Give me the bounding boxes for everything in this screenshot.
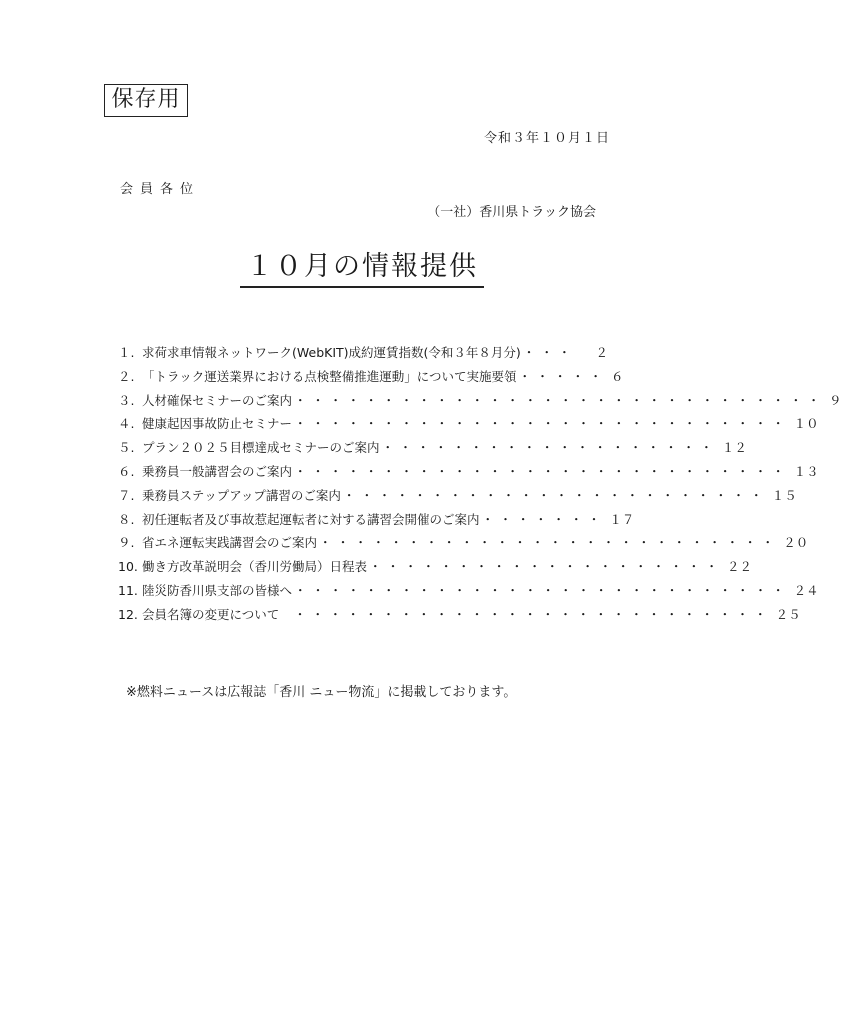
toc-item-number: ３.	[118, 392, 135, 408]
toc-item-title: 乗務員ステップアップ講習のご案内	[142, 487, 341, 503]
toc-item	[118, 414, 819, 438]
toc-item-page: ２５	[775, 606, 801, 622]
toc-item-title: 乗務員一般講習会のご案内	[142, 463, 293, 479]
toc-item-number: ７.	[118, 487, 135, 503]
toc-item-number: 10.	[118, 559, 138, 575]
toc-item-leader: ・・・・・・・・・・・・・・・・・・・・	[369, 559, 724, 575]
toc-item	[118, 391, 842, 415]
document-title: １０月の情報提供	[240, 250, 484, 288]
toc-item	[118, 367, 624, 391]
toc-item-leader: ・・・・・・・・・・・・・・・・・・・・・・・・	[342, 487, 768, 503]
toc-item-leader: ・・・・・・・・・・・・・・・・・・・・・・・・・・・・	[294, 416, 790, 432]
toc-item-leader: ・・・・・・・・・・・・・・・・・・・	[381, 440, 718, 456]
toc-item-leader: ・・・・・・・・・・・・・・・・・・・・・・・・・・・・	[294, 463, 790, 479]
toc-item-title: 人材確保セミナーのご案内	[142, 392, 293, 408]
document-date: 令和３年１０月１日	[483, 131, 610, 146]
fuel-news-note: ※燃料ニュースは広報誌「香川 ニュー物流」に掲載しております。	[126, 685, 517, 700]
toc-item-leader: ・・・	[522, 345, 576, 360]
toc-item-leader: ・・・・・・・・・・・・・・・・・・・・・・・・・・・・・・	[294, 392, 826, 408]
toc-item-leader: ・・・・・・・・・・・・・・・・・・・・・・・・・・	[319, 535, 780, 551]
toc-item-page: １７	[609, 511, 635, 527]
sender-organization: （一社）香川県トラック協会	[427, 205, 596, 220]
toc-item-page: １０	[793, 416, 819, 432]
toc-item	[118, 462, 819, 486]
toc-item-leader: ・・・・・	[518, 368, 608, 384]
toc-item-number: ２.	[118, 368, 135, 384]
toc-item-number: ５.	[118, 440, 135, 456]
toc-item	[118, 557, 753, 581]
toc-item-page: １３	[793, 463, 819, 479]
toc-item-title: 求荷求車情報ネットワーク(WebKIT)成約運賃指数(令和３年８月分)	[142, 345, 521, 360]
toc-item-number: ４.	[118, 416, 135, 432]
toc-item	[118, 605, 801, 629]
toc-item-number: 11.	[118, 582, 138, 598]
toc-item-leader: ・・・・・・・・・・・・・・・・・・・・・・・・・・・・	[294, 582, 790, 598]
toc-item	[118, 533, 809, 557]
toc-item-page: ２	[595, 345, 608, 360]
toc-item-page: １５	[771, 487, 797, 503]
toc-item	[118, 438, 747, 462]
toc-item-page: ２０	[783, 535, 809, 551]
toc-item-title: 陸災防香川県支部の皆様へ	[142, 582, 293, 598]
toc-item-number: ８.	[118, 511, 135, 527]
toc-item-title: プラン２０２５目標達成セミナーのご案内	[142, 440, 380, 456]
storage-stamp: 保存用	[104, 84, 188, 117]
toc-item-page: ６	[611, 368, 624, 384]
toc-item-title: 働き方改革説明会（香川労働局）日程表	[142, 559, 368, 575]
toc-item	[118, 581, 819, 605]
toc-item	[118, 510, 635, 534]
toc-item-number: ９.	[118, 535, 135, 551]
toc-item-page: １２	[721, 440, 747, 456]
recipients: 会員各位	[120, 182, 201, 197]
toc-item-number: １.	[118, 345, 135, 360]
document-title-wrapper	[0, 250, 724, 288]
toc-item-title: 「トラック運送業界における点検整備推進運動」について実施要領	[142, 368, 517, 384]
toc-item	[118, 343, 608, 367]
toc-item-leader: ・・・・・・・・・・・・・・・・・・・・・・・・・・・	[293, 606, 772, 622]
toc-item	[118, 486, 797, 510]
toc-item-page: ９	[829, 392, 842, 408]
toc-item-page: ２２	[727, 559, 753, 575]
toc-item-title: 会員名簿の変更について	[142, 606, 292, 622]
toc-item-title: 省エネ運転実践講習会のご案内	[142, 535, 318, 551]
toc-item-title: 健康起因事故防止セミナー	[142, 416, 293, 432]
toc-item-page: ２４	[793, 582, 819, 598]
toc-item-number: 12.	[118, 606, 138, 622]
table-of-contents	[118, 343, 842, 629]
toc-item-title: 初任運転者及び事故惹起運転者に対する講習会開催のご案内	[142, 511, 480, 527]
toc-item-leader: ・・・・・・・	[481, 511, 606, 527]
toc-item-number: ６.	[118, 463, 135, 479]
